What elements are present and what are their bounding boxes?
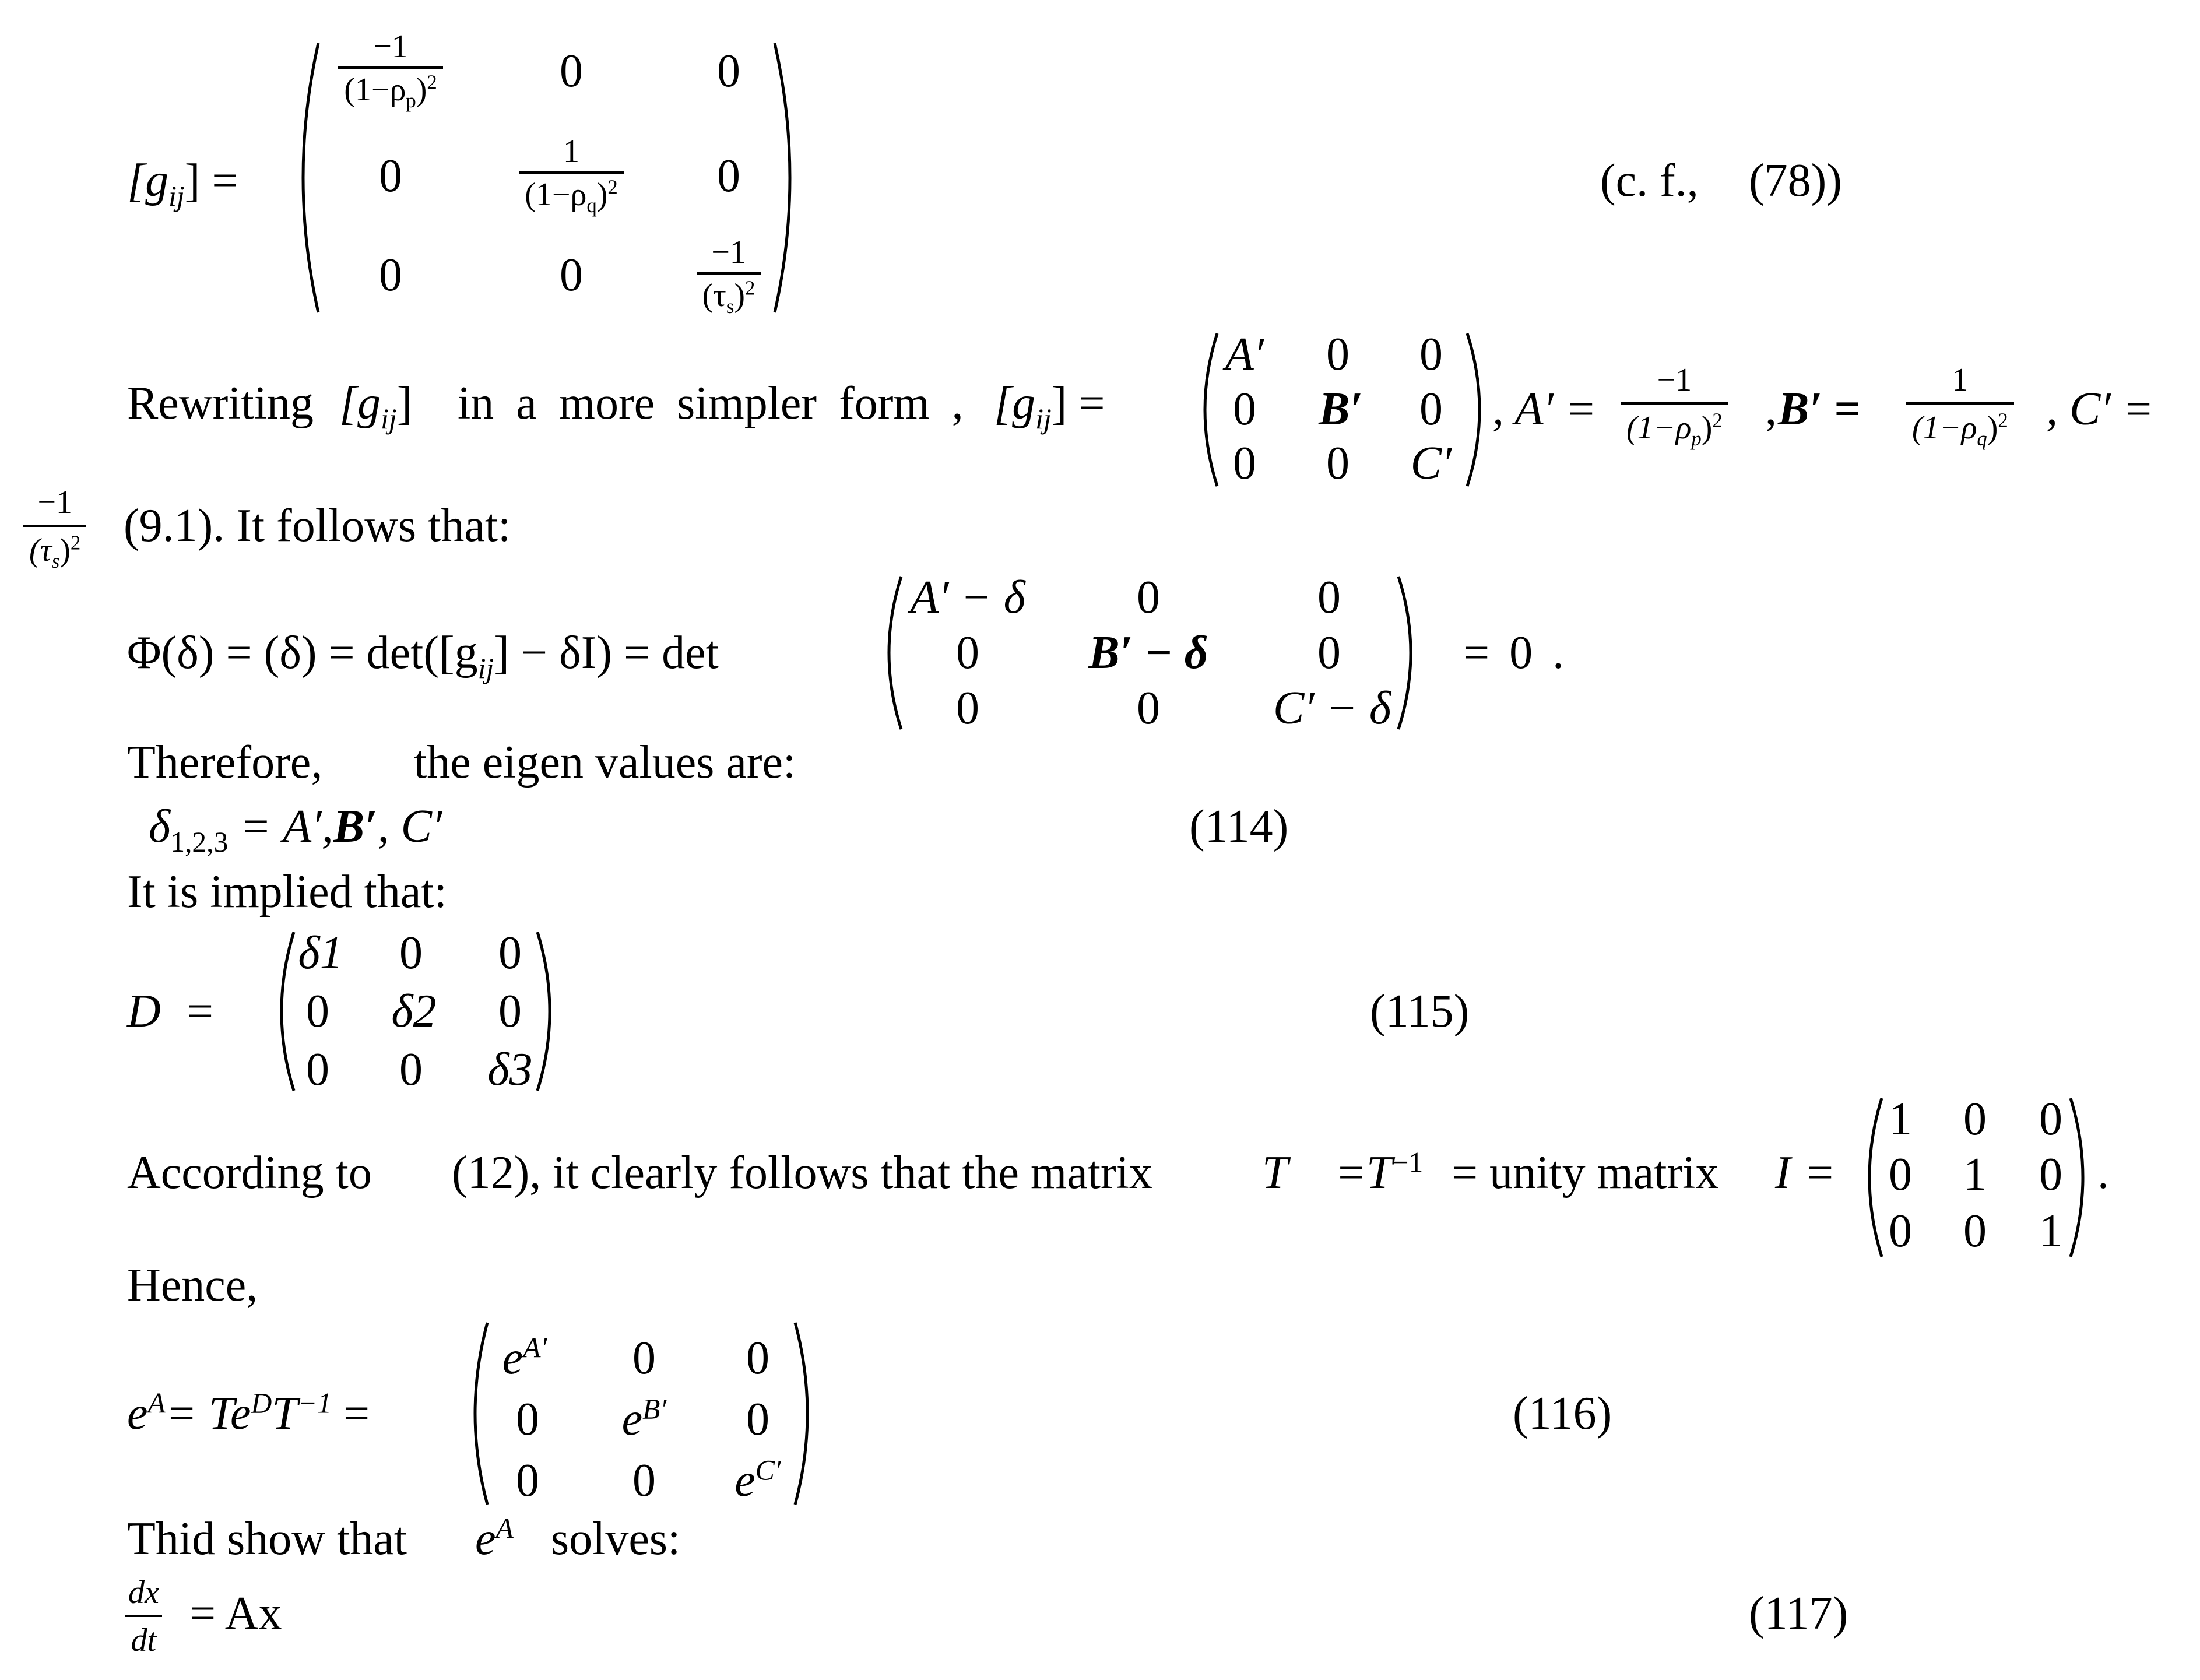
rewrite-g2-sub: ij <box>1035 403 1052 435</box>
rewrite-a-den: (1−ρ <box>1626 410 1692 446</box>
eq116-lhs-rest: = Te <box>165 1388 251 1439</box>
thid-text-1: Thid show that <box>127 1513 407 1565</box>
eq115-m-4: δ2 <box>391 986 437 1037</box>
eq116-number: (116) <box>1513 1388 1612 1439</box>
eq116-m-2: 0 <box>746 1333 769 1384</box>
eq116-e: e <box>127 1388 148 1439</box>
according-m-5: 0 <box>2039 1149 2062 1200</box>
implied-text: It is implied that: <box>127 866 447 918</box>
according-eq <box>1335 1146 1424 1199</box>
rewrite-b-num: 1 <box>1952 362 1969 398</box>
eq78-left-paren <box>286 41 321 315</box>
rewrite-text-2: in a more simpler form , <box>458 378 964 429</box>
eq78-m-r3c1: 0 <box>379 249 402 301</box>
eq116-m-7: 0 <box>632 1455 656 1506</box>
rewrite-right-paren <box>1465 331 1494 488</box>
eq116-m-5: 0 <box>746 1394 769 1445</box>
according-text-2: (12), it clearly follows that the matrix <box>452 1147 1152 1199</box>
rewrite-b-den-sup: 2 <box>1998 409 2008 432</box>
rewrite-a-den-sup: 2 <box>1712 409 1723 432</box>
phi-m-5: 0 <box>1317 627 1341 679</box>
rewrite-text-1: Rewriting <box>127 378 314 429</box>
rewrite-c-frac <box>23 484 86 573</box>
eq78-r1c1-den-sup: 2 <box>427 71 437 94</box>
therefore-word: Therefore, <box>127 737 323 788</box>
rewrite-m-4: B′ <box>1319 384 1363 435</box>
rewrite-g1-body: [g <box>339 378 381 429</box>
rewrite-c-num: −1 <box>37 484 72 521</box>
phi-lhs <box>127 627 719 684</box>
eq78-m-r1c1 <box>321 29 461 113</box>
rewrite-b-den-sub: q <box>1977 427 1987 451</box>
rewrite-g1-sub: ij <box>381 403 397 435</box>
according-inv: −1 <box>1392 1146 1424 1179</box>
eq115-number: (115) <box>1370 986 1470 1037</box>
according-text-3: = unity matrix <box>1452 1147 1719 1199</box>
rewrite-m-6: 0 <box>1233 438 1256 489</box>
eq114-rhs-c: , C′ <box>377 801 442 852</box>
eq115-m-6: 0 <box>306 1044 329 1095</box>
according-m-7: 0 <box>1963 1205 1987 1257</box>
eq116-eq: = <box>343 1388 370 1439</box>
eq78-m-r3c2: 0 <box>560 249 583 301</box>
thid-text-2: solves: <box>551 1513 681 1565</box>
thid-e-sup: A <box>495 1512 514 1545</box>
eq117-num-bot: dt <box>125 1615 163 1659</box>
eq78-right-paren <box>772 41 807 315</box>
eq116-m-1: 0 <box>632 1333 656 1384</box>
according-m-3: 0 <box>1889 1149 1912 1200</box>
according-m-6: 0 <box>1889 1205 1912 1257</box>
rewrite-m-7: 0 <box>1326 438 1349 489</box>
rewrite-b-frac <box>1906 361 2014 451</box>
rewrite-c-def: , C′ = <box>2046 384 2154 435</box>
eq116-m-8-sup: C′ <box>755 1454 781 1486</box>
eq117-rhs: = Ax <box>189 1588 282 1639</box>
eq114-rhs-a: = A′, <box>240 801 333 852</box>
thid-e <box>475 1512 514 1565</box>
eq114-lhs-sub: 1,2,3 <box>170 826 229 858</box>
rewrite-a-den-sub: p <box>1691 427 1702 451</box>
eq78-lhs-sub: ij <box>168 180 185 212</box>
rewrite-g1 <box>339 378 413 435</box>
eq116-t-sup: −1 <box>297 1387 332 1419</box>
eq116-m-3: 0 <box>516 1394 539 1445</box>
eq116-m-4-sup: B′ <box>642 1393 667 1425</box>
eq78-r2c2-den-sup: 2 <box>607 175 618 199</box>
eq117-deriv <box>122 1574 165 1659</box>
rewrite-a-den-close: ) <box>1701 410 1713 446</box>
eq78-r3c3-num: −1 <box>711 234 746 270</box>
rewrite-g2-body: [g <box>994 378 1036 429</box>
eq78-ref-num: (78)) <box>1749 155 1842 206</box>
rewrite-comma-1: , <box>1765 384 1777 435</box>
according-m-4: 1 <box>1963 1149 1987 1200</box>
eq78-r2c2-num: 1 <box>563 133 579 170</box>
eq78-r3c3-den-sub: s <box>726 295 734 318</box>
rewrite-c-den-sup: 2 <box>70 531 81 554</box>
phi-m-1: 0 <box>1137 572 1160 623</box>
phi-lhs-sub: ij <box>477 652 494 684</box>
eq78-lhs-g: [g <box>127 155 169 206</box>
phi-m-8: C′ − δ <box>1273 683 1391 734</box>
rewrite-m-1: 0 <box>1326 329 1349 380</box>
eq78-m-r2c1: 0 <box>379 150 402 202</box>
therefore-rest: the eigen values are: <box>414 737 796 788</box>
eq78-m-r2c2 <box>501 133 641 217</box>
eq78-m-r3c3 <box>682 234 775 318</box>
eq78-m-r1c3: 0 <box>717 45 740 97</box>
rewrite-a-frac <box>1621 361 1728 451</box>
phi-m-7: 0 <box>1137 683 1160 734</box>
eq78-r3c3-den-close: ) <box>734 277 745 314</box>
eq115-lhs: D = <box>127 986 216 1037</box>
eq78-r2c2-den-close: ) <box>596 177 608 213</box>
eq78-r2c2-den-sub: q <box>586 194 597 217</box>
eq115-m-7: 0 <box>399 1044 423 1095</box>
rewrite-a-num: −1 <box>1657 362 1692 398</box>
rewrite-b-den: (1−ρ <box>1912 410 1977 446</box>
eq116-m-6: 0 <box>516 1455 539 1506</box>
eq116-m-4: $e^{B'}$ <box>621 1393 667 1445</box>
eq114-number: (114) <box>1189 801 1289 852</box>
eq116-d-sup: D <box>251 1387 272 1419</box>
eq115-m-0: δ1 <box>298 927 343 979</box>
eq117-number: (117) <box>1749 1588 1848 1639</box>
phi-m-0: A′ − δ <box>910 572 1025 623</box>
eq78-m-r2c3: 0 <box>717 150 740 202</box>
eq116-e-sup: A <box>147 1387 166 1419</box>
eq116-m-0-sup: A′ <box>523 1331 547 1364</box>
eq115-m-5: 0 <box>498 986 522 1037</box>
eq114-rhs-b: B′ <box>333 801 378 852</box>
phi-m-6: 0 <box>956 683 979 734</box>
phi-m-2: 0 <box>1317 572 1341 623</box>
eq115-m-8: δ3 <box>487 1044 533 1095</box>
phi-m-4: B′ − δ <box>1088 627 1208 679</box>
eq78-lhs-close: ] = <box>184 155 238 206</box>
according-eq2: = <box>1807 1147 1834 1199</box>
eq116-lhs <box>127 1387 370 1439</box>
eq78-m-r1c2: 0 <box>560 45 583 97</box>
eq116-m-0: $e^{A'}$ <box>502 1331 547 1384</box>
thid-e-base: e <box>475 1513 496 1565</box>
eq78-r1c1-den-close: ) <box>416 72 427 108</box>
according-eq-body: =T <box>1335 1147 1393 1199</box>
rewrite-b-den-close: ) <box>1987 410 1998 446</box>
rewrite-m-2: 0 <box>1419 329 1443 380</box>
phi-rhs: = 0 . <box>1463 627 1565 679</box>
eq116-right-paren <box>793 1320 822 1507</box>
eq78-r2c2-den: (1−ρ <box>525 177 587 213</box>
eq115-right-paren <box>535 930 564 1093</box>
phi-lhs-body: Φ(δ) = (δ) = det([g <box>127 627 478 679</box>
rewrite-m-0: A′ <box>1225 329 1264 380</box>
according-m-0: 1 <box>1889 1094 1912 1145</box>
rewrite-c-den: (τ <box>29 532 52 568</box>
hence-text: Hence, <box>127 1260 258 1311</box>
eq78-r1c1-num: −1 <box>373 29 408 65</box>
according-T: T <box>1262 1147 1288 1199</box>
eq116-t: T <box>272 1388 298 1439</box>
rewrite-m-5: 0 <box>1419 384 1443 435</box>
eq114-lhs: δ <box>149 801 171 852</box>
phi-lhs-rest: ] − δI) = det <box>494 627 719 679</box>
eq115-m-3: 0 <box>306 986 329 1037</box>
eq78-r3c3-den: (τ <box>702 277 726 314</box>
according-m-2: 0 <box>2039 1094 2062 1145</box>
eq114-expr <box>149 801 442 858</box>
eq115-m-2: 0 <box>498 927 522 979</box>
according-m-8: 1 <box>2039 1205 2062 1257</box>
according-m-1: 0 <box>1963 1094 1987 1145</box>
eq78-r3c3-den-sup: 2 <box>744 276 755 300</box>
eq116-m-8: $e^{C'}$ <box>734 1454 781 1506</box>
rewrite-g2-close: ] = <box>1051 378 1105 429</box>
rewrite-m-8: C′ <box>1410 438 1452 489</box>
according-end: . <box>2097 1147 2109 1199</box>
eq78-r1c1-den: (1−ρ <box>344 72 406 108</box>
eq115-m-1: 0 <box>399 927 423 979</box>
rewrite-c-den-sub: s <box>51 550 60 573</box>
according-text-1: According to <box>127 1147 372 1199</box>
eq117-num-top: dx <box>128 1574 159 1611</box>
rewrite-g1-close: ] <box>396 378 413 429</box>
eq78-lhs <box>127 155 238 212</box>
rewrite-tail: (9.1). It follows that: <box>124 500 511 551</box>
rewrite-m-3: 0 <box>1233 384 1256 435</box>
rewrite-b-def: B′ = <box>1778 384 1861 435</box>
eq78-ref: (c. f., <box>1600 155 1699 206</box>
rewrite-a-def: , A′ = <box>1492 384 1597 435</box>
eq78-r1c1-den-sub: p <box>406 89 416 113</box>
according-I: I <box>1775 1147 1791 1199</box>
phi-m-3: 0 <box>956 627 979 679</box>
rewrite-g2 <box>994 378 1105 435</box>
rewrite-c-den-close: ) <box>59 532 71 568</box>
